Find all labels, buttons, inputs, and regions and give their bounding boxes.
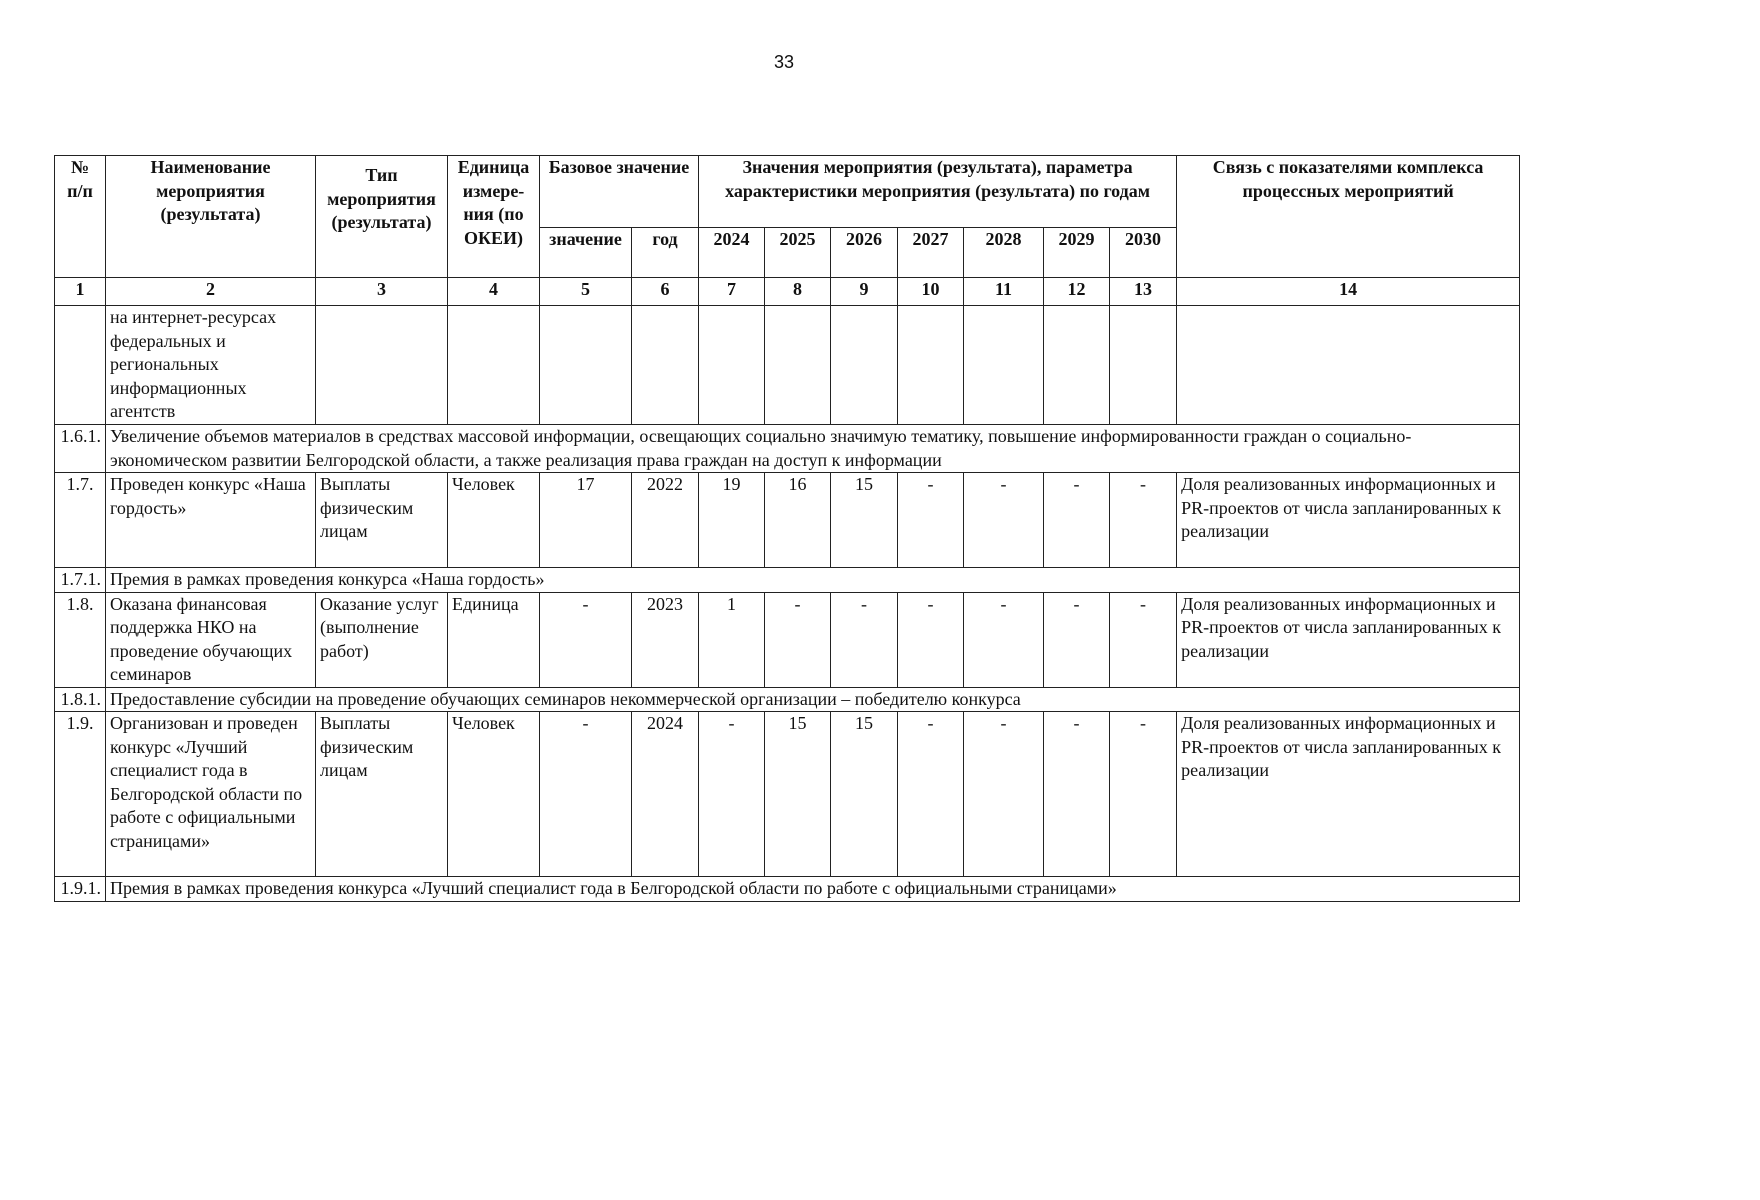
row-value-2030: -	[1110, 712, 1177, 877]
page-number: 33	[773, 52, 795, 72]
column-number: 8	[765, 278, 831, 306]
row-num: 1.8.1.	[55, 687, 106, 712]
header-name: Наименование мероприятия (результата)	[106, 156, 316, 278]
row-value-2026: -	[831, 592, 898, 687]
row-num: 1.9.	[55, 712, 106, 877]
column-number: 6	[632, 278, 699, 306]
row-value-2024: 1	[699, 592, 765, 687]
row-value-2029: -	[1044, 473, 1110, 568]
column-number: 1	[55, 278, 106, 306]
row-sub-text: Увеличение объемов материалов в средствах массовой информации, освещающих социально значимую тематику, повышение информированности граждан о социально-экономическом развитии Белгородской области, а также реализация права граждан на доступ к информации	[106, 425, 1520, 473]
column-number: 13	[1110, 278, 1177, 306]
header-link: Связь с показателями комплекса процессных мероприятий	[1177, 156, 1520, 278]
header-year: 2025	[765, 228, 831, 278]
row-name: Проведен конкурс «Наша гордость»	[106, 473, 316, 568]
column-number: 4	[448, 278, 540, 306]
row-value-2027: -	[898, 473, 964, 568]
row-type: Оказание услуг (выполнение работ)	[316, 592, 448, 687]
column-number-row	[55, 278, 1520, 306]
row-base-year: 2023	[632, 592, 699, 687]
row-value-2029: -	[1044, 592, 1110, 687]
row-num: 1.7.1.	[55, 568, 106, 593]
row-name: Оказана финансовая поддержка НКО на проведение обучающих семинаров	[106, 592, 316, 687]
table-row-sub	[55, 568, 1520, 593]
header-year: 2026	[831, 228, 898, 278]
measures-table	[54, 155, 1520, 902]
row-value-2028: -	[964, 473, 1044, 568]
row-num: 1.8.	[55, 592, 106, 687]
row-num: 1.6.1.	[55, 425, 106, 473]
row-sub-text: Премия в рамках проведения конкурса «Наша гордость»	[106, 568, 1520, 593]
row-value-2030: -	[1110, 473, 1177, 568]
table-row	[55, 712, 1520, 877]
row-link: Доля реализованных информационных и PR-проектов от числа запланированных к реализации	[1177, 592, 1520, 687]
column-number: 11	[964, 278, 1044, 306]
row-value-2029: -	[1044, 712, 1110, 877]
header-year: 2027	[898, 228, 964, 278]
column-number: 2	[106, 278, 316, 306]
row-name: на интернет-ресурсах федеральных и региональных информационных агентств	[106, 306, 316, 425]
table-row-continuation	[55, 306, 1520, 425]
column-number: 9	[831, 278, 898, 306]
row-sub-text: Премия в рамках проведения конкурса «Лучший специалист года в Белгородской области по работе с официальными страницами»	[106, 877, 1520, 902]
row-name: Организован и проведен конкурс «Лучший специалист года в Белгородской области по работе с официальными страницами»	[106, 712, 316, 877]
table-row-sub	[55, 877, 1520, 902]
row-value-2026: 15	[831, 473, 898, 568]
row-value-2026: 15	[831, 712, 898, 877]
row-type: Выплаты физическим лицам	[316, 473, 448, 568]
header-type: Тип мероприятия (результата)	[316, 156, 448, 278]
row-num: 1.9.1.	[55, 877, 106, 902]
row-value-2027: -	[898, 712, 964, 877]
row-unit: Единица	[448, 592, 540, 687]
header-year: 2024	[699, 228, 765, 278]
row-num: 1.7.	[55, 473, 106, 568]
row-base-value: 17	[540, 473, 632, 568]
header-unit: Единица измере-ния (по ОКЕИ)	[448, 156, 540, 278]
header-base-value: значение	[540, 228, 632, 278]
row-value-2025: 15	[765, 712, 831, 877]
header-year: 2029	[1044, 228, 1110, 278]
row-value-2028: -	[964, 592, 1044, 687]
row-value-2024: -	[699, 712, 765, 877]
row-base-year: 2024	[632, 712, 699, 877]
header-num: № п/п	[55, 156, 106, 278]
row-value-2028: -	[964, 712, 1044, 877]
row-unit: Человек	[448, 712, 540, 877]
table-row-sub	[55, 425, 1520, 473]
row-base-value: -	[540, 592, 632, 687]
row-sub-text: Предоставление субсидии на проведение обучающих семинаров некоммерческой организации – победителю конкурса	[106, 687, 1520, 712]
header-year: 2028	[964, 228, 1044, 278]
header-base-year: год	[632, 228, 699, 278]
row-unit: Человек	[448, 473, 540, 568]
table-row	[55, 473, 1520, 568]
column-number: 14	[1177, 278, 1520, 306]
row-value-2025: 16	[765, 473, 831, 568]
column-number: 7	[699, 278, 765, 306]
row-type: Выплаты физическим лицам	[316, 712, 448, 877]
row-value-2025: -	[765, 592, 831, 687]
row-value-2030: -	[1110, 592, 1177, 687]
row-base-year: 2022	[632, 473, 699, 568]
row-value-2027: -	[898, 592, 964, 687]
row-link: Доля реализованных информационных и PR-проектов от числа запланированных к реализации	[1177, 473, 1520, 568]
row-link: Доля реализованных информационных и PR-проектов от числа запланированных к реализации	[1177, 712, 1520, 877]
header-values-group: Значения мероприятия (результата), параметра характеристики мероприятия (результата) по годам	[699, 156, 1177, 228]
row-base-value: -	[540, 712, 632, 877]
table-row	[55, 592, 1520, 687]
table-row-sub	[55, 687, 1520, 712]
column-number: 10	[898, 278, 964, 306]
column-number: 12	[1044, 278, 1110, 306]
header-base: Базовое значение	[540, 156, 699, 228]
header-year: 2030	[1110, 228, 1177, 278]
row-value-2024: 19	[699, 473, 765, 568]
column-number: 5	[540, 278, 632, 306]
column-number: 3	[316, 278, 448, 306]
